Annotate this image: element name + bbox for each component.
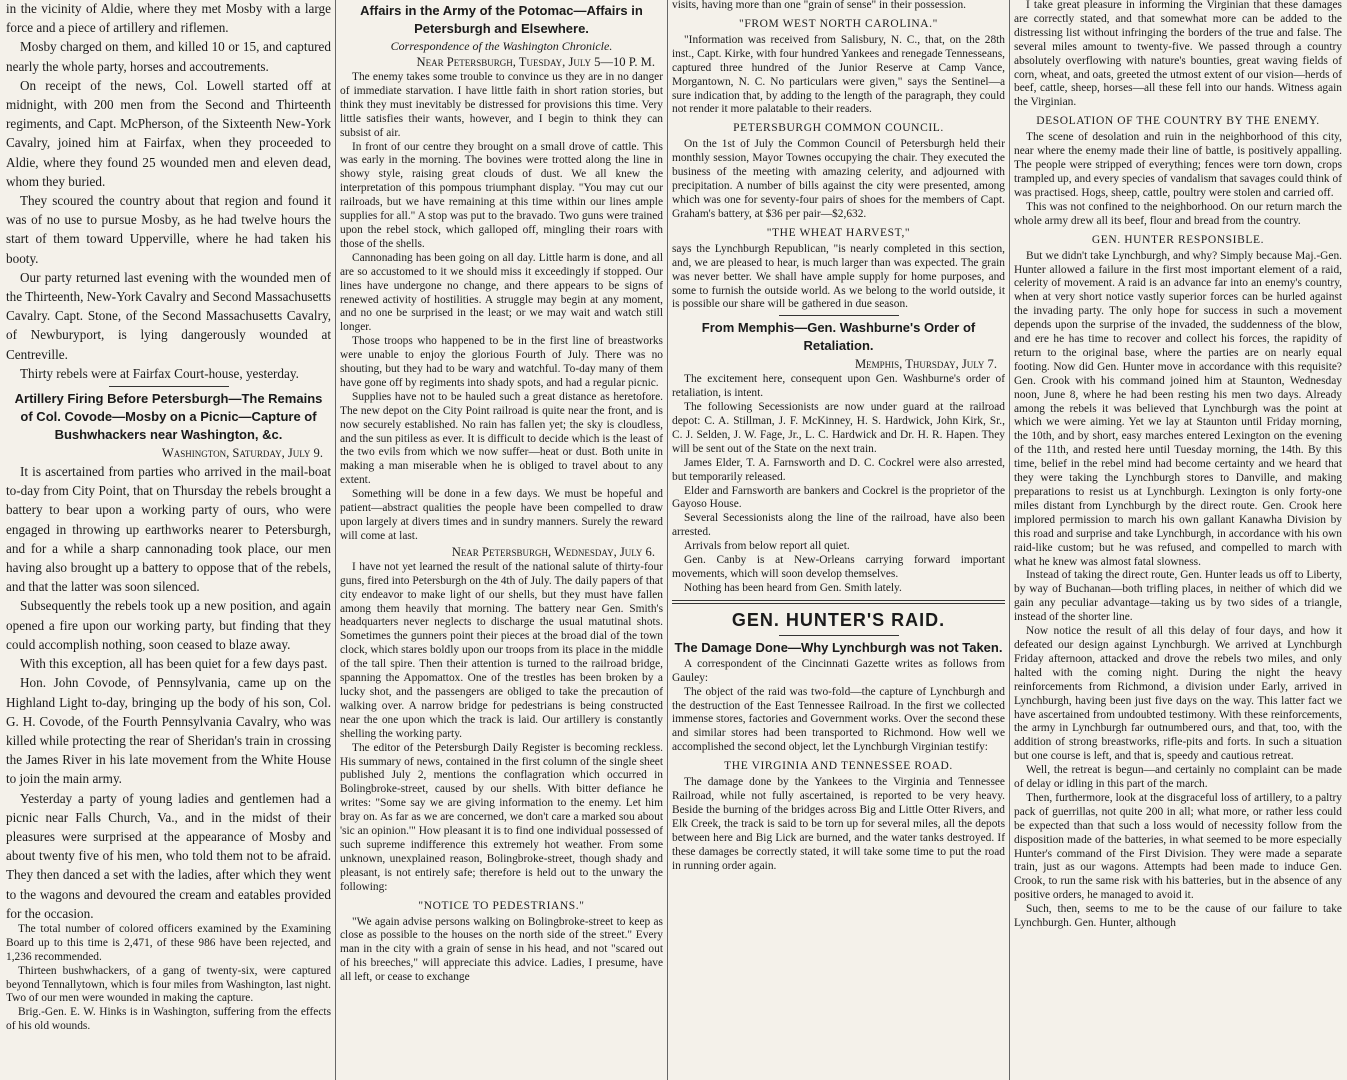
article-headline: Affairs in the Army of the Potomac—Affairs in Petersburgh and Elsewhere.: [360, 3, 643, 36]
paragraph: Yesterday a party of young ladies and gentlemen had a picnic near Falls Church, Va., and in the midst of their pleasures were surprised at the appearance of Mosby and about twenty five of his men, who told them not to be afraid. They then danced a set with the ladies, after which they went to the wagons and devoured the cream and eatables provided for the occasion.: [6, 790, 331, 921]
paragraph: The following Secessionists are now under guard at the railroad depot: C. A. Stillman, J. F. McKinney, H. S. Hardwick, John Kirk, Sr., C. J. Selden, J. W. Fage, Jr., L. C. Hardwick and Dr. H. R. Hapen. They will be sent out of the State on the next train.: [672, 401, 1005, 455]
paragraph: Instead of taking the direct route, Gen. Hunter leads us off to Liberty, by way of Buchanan—both trifling places, in neither of which did we gain any peculiar advantage—taking us by two sides of a triangle, instead of the shorter line.: [1014, 569, 1342, 624]
column-2: [340, 0, 663, 1080]
section-subhead: GEN. HUNTER RESPONSIBLE.: [1091, 233, 1265, 246]
paragraph: Now notice the result of all this delay of four days, and how it defeated our design against Lynchburgh. We arrived at Lynchburgh Friday afternoon, attacked and drove the rebels two miles, and only halted with the coming night. During the night the heavy reinforcements from Richmond, a division under Early, arrived in Lynchburgh, having been just five days on the way. This latter fact we have ascertained from undoubted testimony. With these reinforcements, the army in Lynchburgh far outnumbered ours, and that, too, with the addition of strong breastworks, rifle-pits and forts. In such a situation but one course is left, and that is, speedy and cautious retreat.: [1014, 625, 1342, 763]
paragraph: I take great pleasure in informing the Virginian that these damages are correctly stated, and that somewhat more can be added to the distressing list without infringing the borders of the true and false. The several miles amount to twenty-five. We passed through a country absolutely overflowing with nature's bounties, great waving fields of corn, wheat, and oats, greeted the utmost extent of our vision—herds of beef, cattle, sheep, horses—all these fell into our hands. Witness again the Virginian.: [1014, 0, 1342, 109]
paragraph: Those troops who happened to be in the first line of breastworks were unable to enjoy the glorious Fourth of July. There was no shouting, but they had to be wary and watchful. To-day many of them have gone off by regiments into shady spots, and had a regular picnic.: [340, 335, 663, 389]
paragraph: "We again advise persons walking on Bolingbroke-street to keep as close as possible to the houses on the north side of the street." Every man in the city with a grain of sense in his head, and not "scared out of his breeches," will appreciate this advice. Ladies, I presume, have all left, or cease to exchange: [340, 915, 663, 984]
column-rule-1: [335, 0, 336, 1080]
paragraph: This was not confined to the neighborhood. On our return march the whole army drew all its beef, flour and bread from the country.: [1014, 200, 1342, 227]
dateline: Near Petersburgh, Wednesday, July 6.: [451, 544, 655, 559]
paragraph: They scoured the country about that region and found it was of no use to pursue Mosby, as he had twelve hours the start of them toward Upperville, where he had taken his booty.: [6, 193, 331, 266]
paragraph: The damage done by the Yankees to the Virginia and Tennessee Railroad, while not fully ascertained, is reported to be very heavy. Beside the burning of the bridges across Big and Little Otter Rivers, and Elk Creek, the track is said to be torn up for several miles, all the depots between here and Big Lick are burned, and the water tanks destroyed. If these damages be correctly stated, it will take some time to put the road in running order again.: [672, 776, 1005, 872]
paragraph: The enemy takes some trouble to convince us they are in no danger of immediate starvation. I have little faith in short ration stories, but think they must inevitably be distressed for provisions this time. Very little satisfies their wants, however, and I begin to think they can subsist of air.: [340, 71, 663, 139]
article-headline: Artillery Firing Before Petersburgh—The Remains of Col. Covode—Mosby on a Picnic—Capture of Bushwhackers near Washington, &c.: [14, 391, 323, 443]
paragraph: Mosby charged on them, and killed 10 or 15, and captured nearly the whole party, horses and accoutrements.: [6, 39, 331, 74]
paragraph: Supplies have not to be hauled such a great distance as heretofore. The new depot on the City Point railroad is quite near the front, and is now securely established. No rain has fallen yet; the sky is cloudless, and the sun pitiless as ever. It is difficult to decide which is the least of the two evils from which we now suffer—heat or dust. Both unite in making a man miserable when he is obliged to travel about to any extent.: [340, 390, 663, 487]
paragraph: But we didn't take Lynchburgh, and why? Simply because Maj.-Gen. Hunter allowed a failure in the first most important element of a raid, celerity of movement. A raid is an advance far into an enemy's country, when at very short notice vastly superior forces can be hurled against the invading party. The only hope for success in such a movement depends upon the surprise of the invaded, the suddenness of the blow, and ere he has time to recover and collect his forces, the rapidity of return to the original base, where the parties are on nearly equal footing. Now did Gen. Hunter move in accordance with this requisite? Gen. Crook with his command joined him at Staunton, Wednesday noon, June 8, where he had been resting his men two days. Already among the rebels it was believed that Lynchburgh was the point at which we were aiming. Yet we lay at Staunton until Friday morning, the 10th, and by short, easy marches entered Lexington on the evening of the 11th, and rested here until Tuesday morning, the 14th. By this time, belief in the rebel mind had become certainty and we heard that they were taking the Lynchburgh stores to Danville, and making preparations to resist us at Lynchburgh. Lexington is only forty-one miles distant from Lynchburgh by the direct route. Gen. Crook here implored permission to march his own gallant Kanawha Division by this road and surprise and take Lynchburgh, in accordance with his own raid-like custom; but he was refused, and compelled to march with what he knew was almost fatal slowness.: [1014, 249, 1342, 568]
paragraph: Then, furthermore, look at the disgraceful loss of artillery, to a paltry pack of guerrillas, not quite 200 in all; what more, or rather less could be expected than that such a loss would of necessity follow from the disposition made of the batteries, in what seemed to be more especially Hunter's command of the First Division. They were made a separate train, just as our wagons. Attempts had been made to induce Gen. Crook, to run the same risk with his batteries, but in the absence of any positive orders, he managed to avoid it.: [1014, 791, 1342, 902]
paragraph: Cannonading has been going on all day. Little harm is done, and all are so accustomed to it we should miss it exceedingly if stopped. Our lines have undergone no change, and there appears to be signs of renewed activity of hostilities. A struggle may begin at any moment, and no one be surprised in the least; or we may wait and watch still longer.: [340, 251, 663, 334]
paragraph: Gen. Canby is at New-Orleans carrying forward important movements, which will soon develop themselves.: [672, 554, 1005, 580]
paragraph: On receipt of the news, Col. Lowell started off at midnight, with 200 men from the Second and Thirteenth regiments, and Capt. McPherson, of the Sixteenth New-York Cavalry, joined him at Fairfax, when they proceeded to Aldie, where they found 25 wounded men and eleven dead, whom they buried.: [6, 77, 331, 189]
paragraph: Well, the retreat is begun—and certainly no complaint can be made of delay or idling in this part of the march.: [1014, 764, 1342, 791]
paragraph: The total number of colored officers examined by the Examining Board up to this time is 2,471, of these 986 have been rejected, and 1,236 recommended.: [6, 922, 331, 963]
paragraph: Arrivals from below report all quiet.: [684, 540, 850, 553]
section-subhead: DESOLATION OF THE COUNTRY BY THE ENEMY.: [1036, 115, 1320, 128]
paragraph: The scene of desolation and ruin in the neighborhood of this city, near where the enemy made their line of battle, is positively appalling. The people were stripped of everything; fences were torn down, crops trampled up, and every species of vandalism that savages could think of was practised. Hogs, sheep, cattle, poultry were stolen and carried off.: [1014, 131, 1342, 199]
column-1: [6, 0, 331, 1080]
paragraph: Something will be done in a few days. We must be hopeful and patient—abstract qualities the people have been compelled to draw upon largely at divers times and in sundry manners. Surely the reward will come at last.: [340, 488, 663, 542]
article-subhead: Correspondence of the Washington Chronicle.: [390, 39, 613, 53]
paragraph: visits, having more than one "grain of sense" in their possession.: [672, 0, 967, 11]
paragraph: With this exception, all has been quiet for a few days past.: [20, 656, 328, 672]
paragraph: Nothing has been heard from Gen. Smith lately.: [684, 581, 902, 594]
paragraph: A correspondent of the Cincinnati Gazette writes as follows from Gauley:: [672, 657, 1005, 684]
paragraph: I have not yet learned the result of the national salute of thirty-four guns, fired into Petersburgh on the 4th of July. The daily papers of that city endeavor to make light of our shells, but they must have fallen among them heavily that morning. The battery near Gen. Smith's headquarters never neglects to discharge the usual matutinal shots. Sometimes the gunners point their pieces at the broad dial of the town clock, which stares boldly upon our troops from its place in the middle of the tall spire. Then their attention is turned to the railroad bridge, spanning the Appomattox. One of the trestles has been broken by a lucky shot, and the passengers are obliged to take the precaution of walking over. A narrow bridge for pedestrians is being constructed near the one upon which the track is laid. Our artillery is constantly shelling the working party.: [340, 560, 663, 740]
dateline: Memphis, Thursday, July 7.: [854, 357, 997, 372]
paragraph: James Elder, T. A. Farnsworth and D. C. Cockrel were also arrested, but temporarily released.: [672, 456, 1005, 483]
paragraph: Such, then, seems to me to be the cause of our failure to take Lynchburgh. Gen. Hunter, although: [1014, 903, 1342, 930]
paragraph: The excitement here, consequent upon Gen. Washburne's order of retaliation, is intent.: [672, 373, 1005, 400]
section-subhead: "THE WHEAT HARVEST,": [766, 226, 911, 239]
paragraph: In front of our centre they brought on a small drove of cattle. This was early in the morning. The bovines were trotted along the line in showy style, raising great clouds of dust. We all knew the interpretation of this pompous triumphant display. "You may cut our railroads, but we have remaining at this time within our lines ample supplies for all." A stop was put to the bravado. Two guns were trained upon the rebel stock, which galloped off, mingling their roars with those of the shells.: [340, 140, 663, 250]
paragraph: says the Lynchburgh Republican, "is nearly completed in this section, and, we are pleased to hear, is much larger than was expected. The grain was never better. We shall have ample supply for home purposes, and some to furnish the outside world. As we belong to the world outside, it is possible our share will be gathered in due season.: [672, 242, 1005, 311]
section-subhead: "FROM WEST NORTH CAROLINA.": [739, 17, 938, 30]
paragraph: Several Secessionists along the line of the railroad, have also been arrested.: [672, 512, 1005, 539]
paragraph: Thirty rebels were at Fairfax Court-house, yesterday.: [20, 365, 299, 381]
divider: [672, 600, 1005, 604]
paragraph: It is ascertained from parties who arrived in the mail-boat to-day from City Point, that on Thursday the rebels brought a battery to bear upon a working party of ours, who were engaged in throwing up earthworks nearer to Petersburgh, and for a while a sharp cannonading took place, our men having also brought up a battery to oppose that of the rebels, and that the latter was soon silenced.: [6, 464, 331, 595]
column-rule-3: [1009, 0, 1010, 1080]
column-rule-2: [667, 0, 668, 1080]
article-headline-major: GEN. HUNTER'S RAID.: [731, 609, 946, 630]
section-subhead: PETERSBURGH COMMON COUNCIL.: [733, 122, 944, 135]
paragraph: Hon. John Covode, of Pennsylvania, came up on the Highland Light to-day, bringing up the body of his son, Col. G. H. Covode, of the Fourth Pennsylvania Cavalry, who was killed while protecting the rear of Sheridan's train in crossing the James River in his late movement from the White House to join the main army.: [6, 675, 331, 787]
paragraph: The editor of the Petersburgh Daily Register is becoming reckless. His summary of news, contained in the first column of the single sheet published July 2, mentions the conflagration which occurred in Bolingbroke-street, caused by our shells. With bitter defiance he writes: "Some say we are giving information to the enemy. Let him bray on. As far as we are concerned, we don't care a marked sou about 'sic an opinion.'" How pleasant it is to find one individual possessed of such supreme indifference this extremely hot weather. From some unknown, unexplained reason, Bolingbroke-street, though shady and pleasant, is not entirely safe; therefore is held out to the unwary the following:: [340, 741, 663, 893]
paragraph: The object of the raid was two-fold—the capture of Lynchburgh and the destruction of the East Tennessee Railroad. In the first we collected immense stores, factories and Government works. Over the second these and similar stores had been transported to Richmond. How well we accomplished the second object, let the Lynchburgh Virginian testify:: [672, 685, 1005, 754]
dateline: Near Petersburgh, Tuesday, July 5—10 P. M.: [416, 55, 655, 69]
section-subhead: "NOTICE TO PEDESTRIANS.": [418, 899, 585, 912]
paragraph: Brig.-Gen. E. W. Hinks is in Washington, suffering from the effects of his old wounds.: [6, 1006, 331, 1033]
divider: [779, 635, 899, 636]
article-headline: The Damage Done—Why Lynchburgh was not Taken.: [674, 639, 1003, 655]
section-subhead: THE VIRGINIA AND TENNESSEE ROAD.: [724, 760, 953, 773]
paragraph: "Information was received from Salisbury, N. C., that, on the 28th inst., Capt. Kirke, with four hundred Yankees and renegade Tennesseans, captured three hundred of the Junior Reserve at Camp Vance, Morgantown, N. C. No particulars were given," says the Sentinel—a sure indication that, by adding to the length of the paragraph, they could not render it more palatable to their readers.: [672, 33, 1005, 116]
column-3: [672, 0, 1005, 1080]
paragraph: Thirteen bushwhackers, of a gang of twenty-six, were captured beyond Tennallytown, which is four miles from Washington, last night. Two of our men were wounded in making the capture.: [6, 964, 331, 1005]
paragraph: Our party returned last evening with the wounded men of the Thirteenth, New-York Cavalry and Second Massachusetts Cavalry. Capt. Stone, of the Second Massachusetts Cavalry, of Newburyport, is lying dangerously wounded at Centreville.: [6, 269, 331, 362]
paragraph: Subsequently the rebels took up a new position, and again opened a fire upon our working party, but finding that they could accomplish nothing, soon ceased to blaze away.: [6, 598, 331, 652]
paragraph: Elder and Farnsworth are bankers and Cockrel is the proprietor of the Gayoso House.: [672, 484, 1005, 511]
column-4: [1014, 0, 1342, 1080]
paragraph: On the 1st of July the Common Council of Petersburgh held their monthly session, Mayor Townes occupying the chair. They executed the business of the meeting with amazing celerity, and adjourned with precipitation. A number of bills against the city were presented, among which was one for seventy-four pairs of shoes for the members of Capt. Graham's battery, at $36 per pair—$2,632.: [672, 138, 1005, 220]
paragraph: in the vicinity of Aldie, where they met Mosby with a large force and a piece of artillery and riflemen.: [6, 1, 331, 36]
divider: [779, 315, 899, 316]
article-headline: From Memphis—Gen. Washburne's Order of Retaliation.: [701, 320, 976, 354]
divider: [109, 386, 229, 387]
dateline: Washington, Saturday, July 9.: [161, 446, 323, 461]
